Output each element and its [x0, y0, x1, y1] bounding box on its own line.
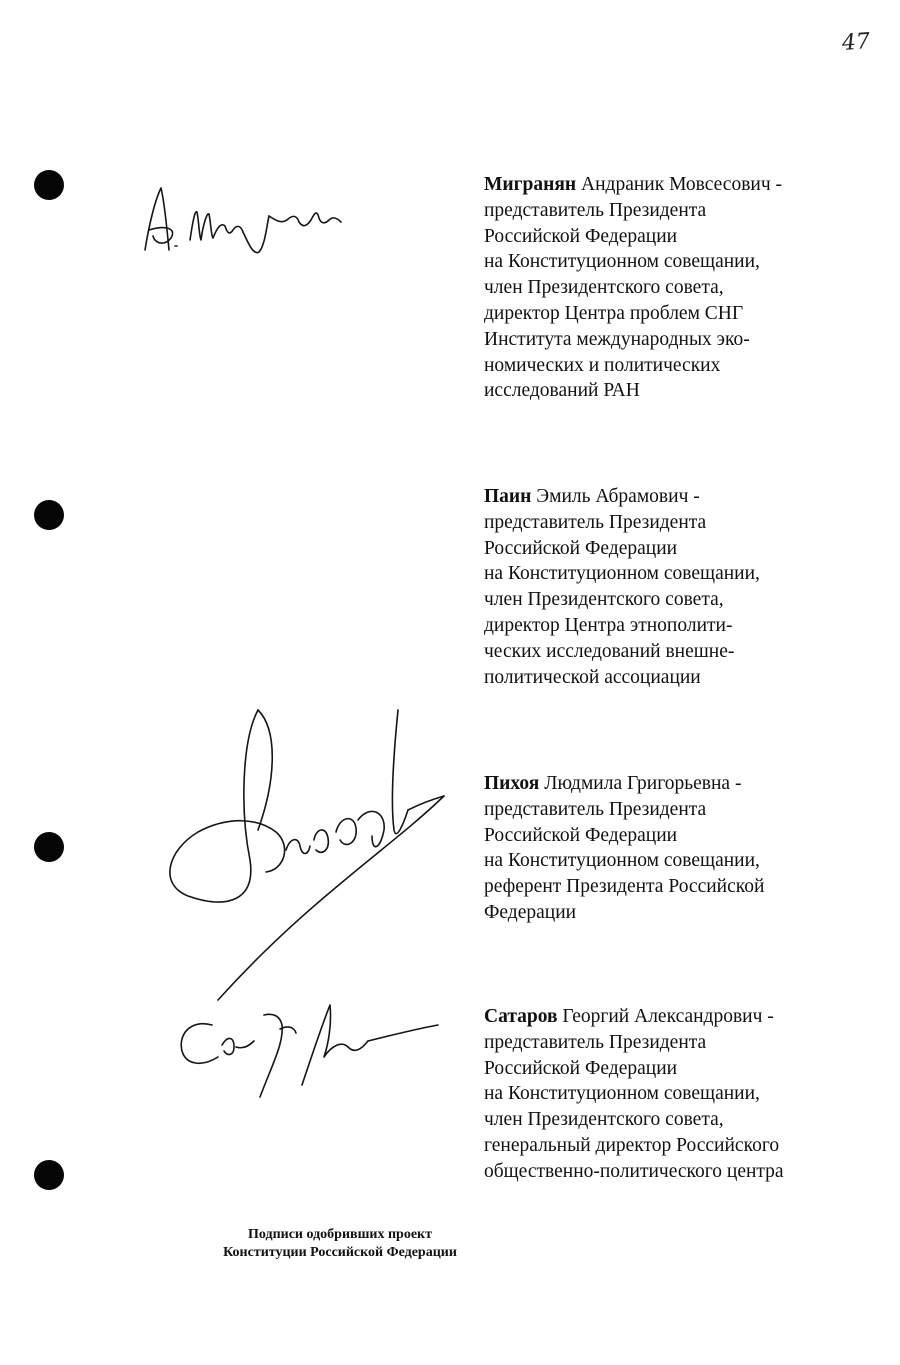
entry-heading: [484, 1004, 884, 1030]
entry-heading: [484, 771, 884, 797]
entry-line: директор Центра этнополити-: [484, 614, 733, 636]
binder-hole-4: [34, 1160, 64, 1190]
caption-line-1: Подписи одобривших проект: [248, 1227, 432, 1242]
binder-hole-3: [34, 832, 64, 862]
entry-line: директор Центра проблем СНГ: [484, 302, 744, 324]
signature-pikhoya: [158, 700, 458, 920]
entry-surname: Пихоя: [484, 773, 540, 794]
entry-line: референт Президента Российской: [484, 876, 765, 898]
entry-line: Российской Федерации: [484, 225, 678, 247]
entry-line: член Президентского совета,: [484, 1109, 724, 1131]
entry-line: Российской Федерации: [484, 1057, 678, 1079]
entry-surname: Паин: [484, 486, 532, 507]
entry-line: Федерации: [484, 901, 577, 923]
binder-hole-1: [34, 170, 64, 200]
caption-line-2: Конституции Российской Федерации: [223, 1245, 457, 1260]
entry-line: исследований РАН: [484, 380, 640, 402]
entry-line: на Конституционном совещании,: [484, 850, 760, 872]
entry-name: Людмила Григорьевна -: [539, 773, 742, 794]
entry-line: на Конституционном совещании,: [484, 563, 760, 585]
entry-heading: [484, 484, 884, 510]
entry-line: представитель Президента: [484, 1031, 707, 1053]
entry-line: представитель Президента: [484, 199, 707, 221]
signature-satarov: [172, 985, 452, 1105]
page-number: 47: [841, 29, 871, 56]
entry-line: политической ассоциации: [484, 666, 701, 688]
entry-satarov: [484, 1004, 884, 1185]
entry-surname: Сатаров: [484, 1006, 558, 1027]
entry-line: Института международных эко-: [484, 328, 750, 350]
entry-line: член Президентского совета,: [484, 589, 724, 611]
entry-line: представитель Президента: [484, 511, 707, 533]
entry-name: Георгий Александрович -: [557, 1006, 774, 1027]
entry-line: генеральный директор Российского: [484, 1134, 780, 1156]
entry-line: общественно-политического центра: [484, 1160, 784, 1182]
entry-line: Российской Федерации: [484, 824, 678, 846]
entry-line: член Президентского совета,: [484, 277, 724, 299]
entry-surname: Мигранян: [484, 174, 577, 195]
signature-migranyan: [135, 180, 365, 270]
entry-name: Андраник Мовсесович -: [576, 174, 783, 195]
entry-heading: [484, 172, 884, 198]
binder-hole-2: [34, 500, 64, 530]
entry-line: на Конституционном совещании,: [484, 1083, 760, 1105]
caption: [180, 1226, 500, 1262]
entry-pikhoya: [484, 771, 884, 926]
entry-name: Эмиль Абрамович -: [531, 486, 700, 507]
entry-line: ческих исследований внешне-: [484, 640, 735, 662]
entry-line: представитель Президента: [484, 798, 707, 820]
entry-migranyan: [484, 172, 884, 404]
entry-line: номических и политических: [484, 354, 721, 376]
entry-line: Российской Федерации: [484, 537, 678, 559]
entry-line: на Конституционном совещании,: [484, 251, 760, 273]
entry-pain: [484, 484, 884, 690]
